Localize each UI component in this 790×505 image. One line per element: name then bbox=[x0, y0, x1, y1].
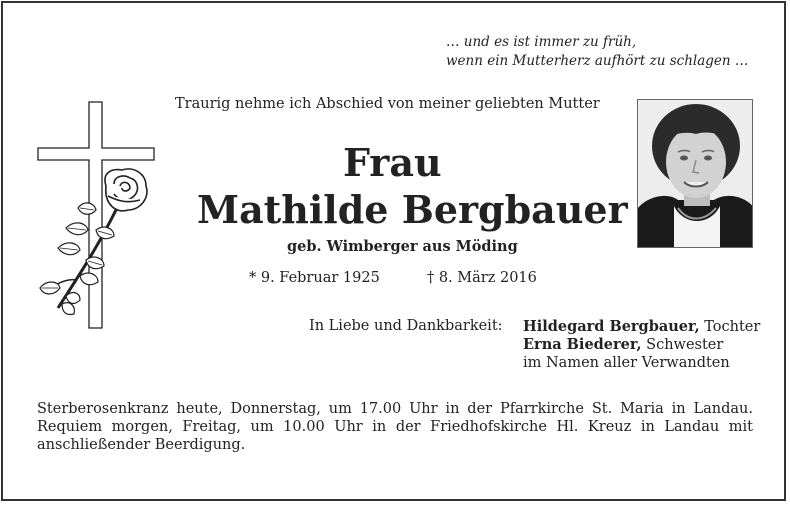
mourner-name: Hildegard Bergbauer, bbox=[523, 318, 700, 335]
cross-with-rose-icon bbox=[36, 100, 156, 330]
quote bbox=[446, 33, 748, 71]
mourners-label: In Liebe und Dankbarkeit: bbox=[309, 318, 503, 334]
mourners-list bbox=[523, 318, 760, 372]
service-line-1: Sterberosenkranz heute, Donnerstag, um 17.00 Uhr in der Pfarrkirche St. Maria in Landau. bbox=[37, 401, 753, 417]
deceased-name: Mathilde Bergbauer bbox=[197, 187, 628, 232]
portrait-image bbox=[638, 100, 753, 248]
salutation: Frau bbox=[343, 140, 442, 185]
service-line-3: anschließender Beerdigung. bbox=[37, 437, 246, 453]
quote-line-2: wenn ein Mutterherz aufhört zu schlagen … bbox=[446, 53, 749, 69]
service-line-2: Requiem morgen, Freitag, um 10.00 Uhr in der Friedhofskirche Hl. Kreuz in Landau mit bbox=[37, 419, 753, 435]
death-date: † 8. März 2016 bbox=[427, 270, 537, 286]
birth-date: * 9. Februar 1925 bbox=[249, 270, 380, 286]
intro-text: Traurig nehme ich Abschied von meiner geliebten Mutter bbox=[175, 96, 600, 112]
mourner-2 bbox=[523, 336, 760, 354]
mourner-3 bbox=[523, 354, 760, 372]
mourner-relation: im Namen aller Verwandten bbox=[523, 355, 730, 371]
portrait-photo bbox=[637, 99, 753, 248]
quote-line-1: … und es ist immer zu früh, bbox=[446, 34, 637, 50]
mourner-1 bbox=[523, 318, 760, 336]
mourner-relation: Tochter bbox=[699, 319, 761, 335]
mourner-name: Erna Biederer, bbox=[523, 336, 642, 353]
birth-name: geb. Wimberger aus Möding bbox=[287, 238, 518, 255]
service-details bbox=[37, 400, 753, 454]
mourner-relation: Schwester bbox=[641, 337, 724, 353]
